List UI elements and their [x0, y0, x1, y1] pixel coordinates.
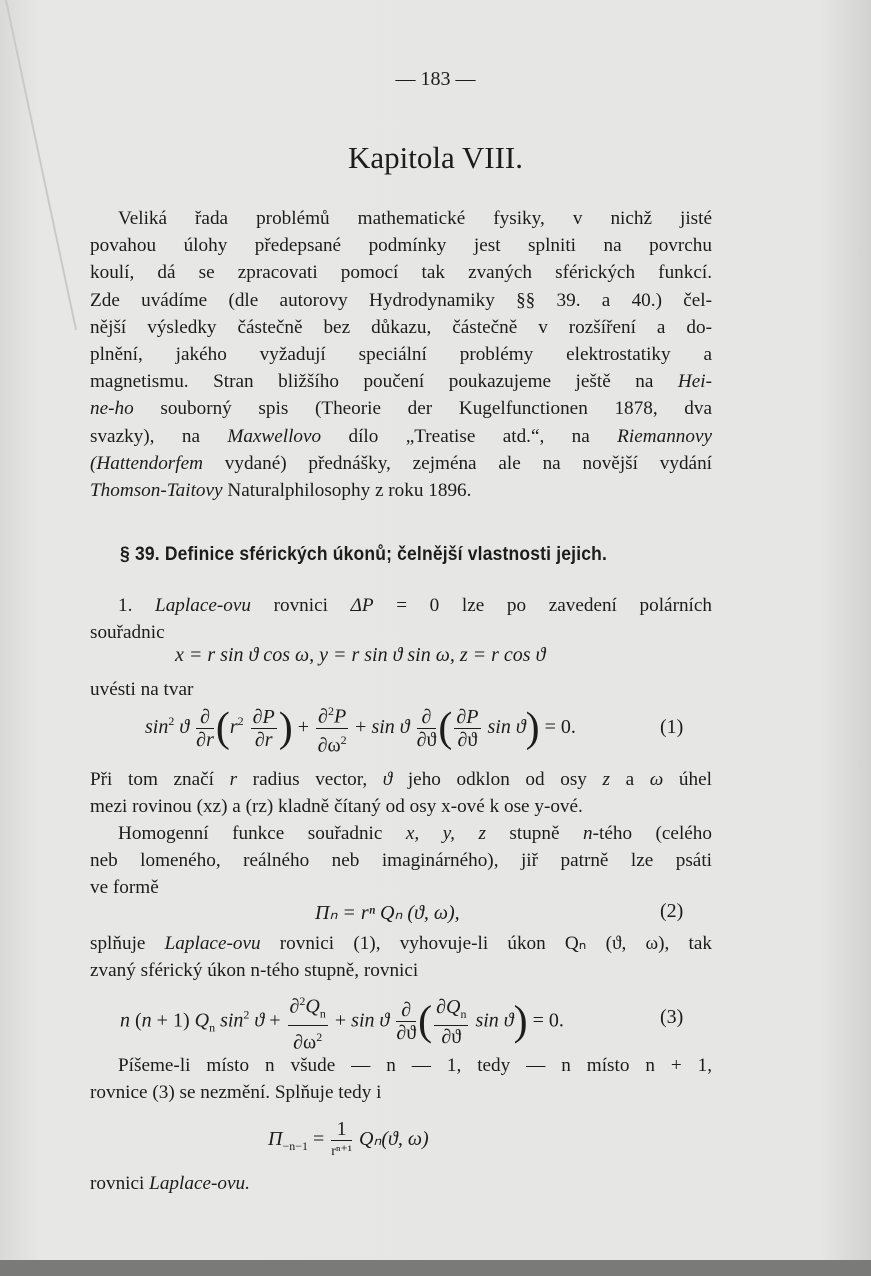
text-run: radius vector,	[237, 769, 383, 790]
text-run: magnetismu. Stran bližšího poučení poukazujeme ještě na	[90, 371, 678, 393]
text-run: souborný spis (Theorie der Kugelfunctionen 1878, dva	[133, 398, 712, 420]
text-line	[90, 368, 712, 395]
text-line: plnění, jakého vyžadují speciální problémy elektrostatiky a	[90, 344, 712, 366]
text-line	[90, 450, 712, 477]
equation-4: $\Pi_{-n-1}$ = $\frac{1}{\text{rⁿ⁺¹}}$ Qₙ(ϑ, ω)	[268, 1118, 429, 1163]
italic-run: Thomson-Taitovy	[90, 480, 223, 502]
equation-2: Πₙ = rⁿ Qₙ (ϑ, ω),	[315, 902, 460, 924]
page-number: — 183 —	[395, 68, 476, 90]
chapter-title: Kapitola VIII.	[347, 140, 524, 175]
text-line: ve formě	[90, 877, 159, 899]
text-line: souřadnic	[90, 622, 165, 644]
text-run: = 0 lze po zavedení polárních	[373, 595, 712, 616]
text-run: svazky), na	[90, 425, 228, 447]
equation-number-1: (1)	[660, 716, 684, 738]
text-line	[90, 820, 712, 847]
text-line: Píšeme-li místo n všude — n — 1, tedy — n místo n + 1,	[118, 1055, 712, 1076]
paragraph-closing	[90, 1170, 712, 1197]
text-line	[90, 592, 712, 619]
italic-run: ϑ	[382, 769, 393, 790]
equation-number-3: (3)	[660, 1006, 684, 1028]
italic-run: Laplace-ovu	[164, 933, 261, 954]
text-line	[90, 930, 712, 957]
paragraph-substitution	[90, 1052, 712, 1106]
equation-polar-coordinates: x = r sin ϑ cos ω, y = r sin ϑ sin ω, z = r cos ϑ	[175, 644, 546, 666]
text-line: povahou úlohy předepsané podmínky jest splniti na povrchu	[90, 235, 712, 257]
text-line	[90, 395, 712, 422]
text-run: splňuje	[90, 933, 165, 954]
equation-subscript: −n−1	[282, 1139, 308, 1154]
text-line: uvésti na tvar	[90, 679, 194, 700]
text-run: -tého (celého	[592, 823, 712, 844]
text-line: rovnice (3) se nezmění. Splňuje tedy i	[90, 1082, 382, 1104]
italic-run: Laplace-ovu	[155, 595, 251, 616]
italic-run: Laplace-ovu.	[149, 1173, 250, 1194]
equation-1: $\sin^2 ϑ$ $\frac{\partial}{\partial r}$ ($r^2$ $\frac{\partial P}{\partial r}$ ) + $\frac{\partial^2P}{\partial\omega^2}$ + sin ϑ $\frac{\partial}{\partial ϑ}$ ( $\frac{\partial P}{\partial ϑ}$ sin ϑ) = 0.	[145, 700, 576, 756]
paragraph-laplace	[90, 592, 712, 646]
text-run: Při tom značí	[90, 769, 230, 790]
text-line: Veliká řada problémů mathematické fysiky, v nichž jisté	[118, 208, 712, 229]
text-run: rovnici (1), vyhovuje-li úkon Qₙ (ϑ, ω), tak	[260, 933, 712, 954]
text-run: Homogenní funkce souřadnic	[118, 823, 406, 844]
italic-run: n	[583, 823, 593, 844]
italic-run: ω	[649, 769, 664, 790]
text-run: jeho odklon od osy	[392, 769, 603, 790]
equation-3: n (n + 1) $Q_n$ $\sin^2 ϑ$ + $\frac{\partial^2Q_n}{\partial\omega^2}$ + sin ϑ $\frac{\partial}{\partial ϑ}$ ( $\frac{\partial Q_n}{\partial ϑ}$ sin ϑ) = 0.	[120, 990, 564, 1053]
italic-run: x, y, z	[405, 823, 486, 844]
intro-paragraph	[90, 205, 712, 504]
paragraph-homogeneous	[90, 820, 712, 902]
text-line: neb lomeného, reálného neb imaginárného), jiř patrně lze psáti	[90, 850, 712, 872]
equation-lhs: Π	[268, 1128, 283, 1151]
text-run: úhel	[663, 769, 712, 790]
text-run: stupně	[485, 823, 584, 844]
text-run: 1.	[118, 595, 156, 616]
text-line	[90, 477, 712, 504]
section-heading: § 39. Definice sférických úkonů; čelnější vlastnosti jejich.	[120, 544, 608, 565]
scan-edge-band	[0, 1260, 871, 1276]
paragraph-meaning	[90, 766, 712, 820]
italic-run: r	[229, 769, 238, 790]
text-run: vydané) přednášky, zejména ale na novější vydání	[202, 452, 712, 474]
text-line: koulí, dá se zpracovati pomocí tak zvaných sférických funkcí.	[90, 262, 712, 284]
italic-run: Maxwellovo	[227, 425, 322, 447]
italic-run: (Hattendorfem	[90, 452, 203, 474]
italic-run: Riemannovy	[617, 425, 713, 447]
text-run: a	[609, 769, 650, 790]
equation-number-2: (2)	[660, 900, 684, 922]
fraction-denominator: rⁿ⁺¹	[331, 1144, 352, 1159]
italic-run: Hei-	[677, 371, 712, 393]
text-line	[90, 1170, 712, 1197]
text-line: zvaný sférický úkon n-tého stupně, rovnici	[90, 960, 419, 982]
text-run: dílo „Treatise atd.“, na	[321, 425, 618, 447]
text-line	[90, 423, 712, 450]
fraction-numerator: 1	[331, 1118, 352, 1141]
text-run: Naturalphilosophy z roku 1896.	[222, 480, 472, 502]
italic-run: ne-ho	[90, 398, 134, 420]
italic-run: z	[602, 769, 610, 790]
text-line: nější výsledky částečně bez důkazu, částečně v rozšíření a do-	[90, 316, 712, 338]
paragraph-satisfies	[90, 930, 712, 984]
text-run: rovnici	[90, 1173, 150, 1194]
text-run: rovnici	[250, 595, 351, 616]
text-line: mezi rovinou (xz) a (rz) kladně čítaný od osy x-ové k ose y-ové.	[90, 796, 583, 818]
italic-run: ΔP	[350, 595, 374, 616]
equation-rhs: Qₙ(ϑ, ω)	[358, 1128, 429, 1151]
text-line	[90, 766, 712, 793]
text-line: Zde uvádíme (dle autorovy Hydrodynamiky §§ 39. a 40.) čel-	[90, 289, 712, 311]
